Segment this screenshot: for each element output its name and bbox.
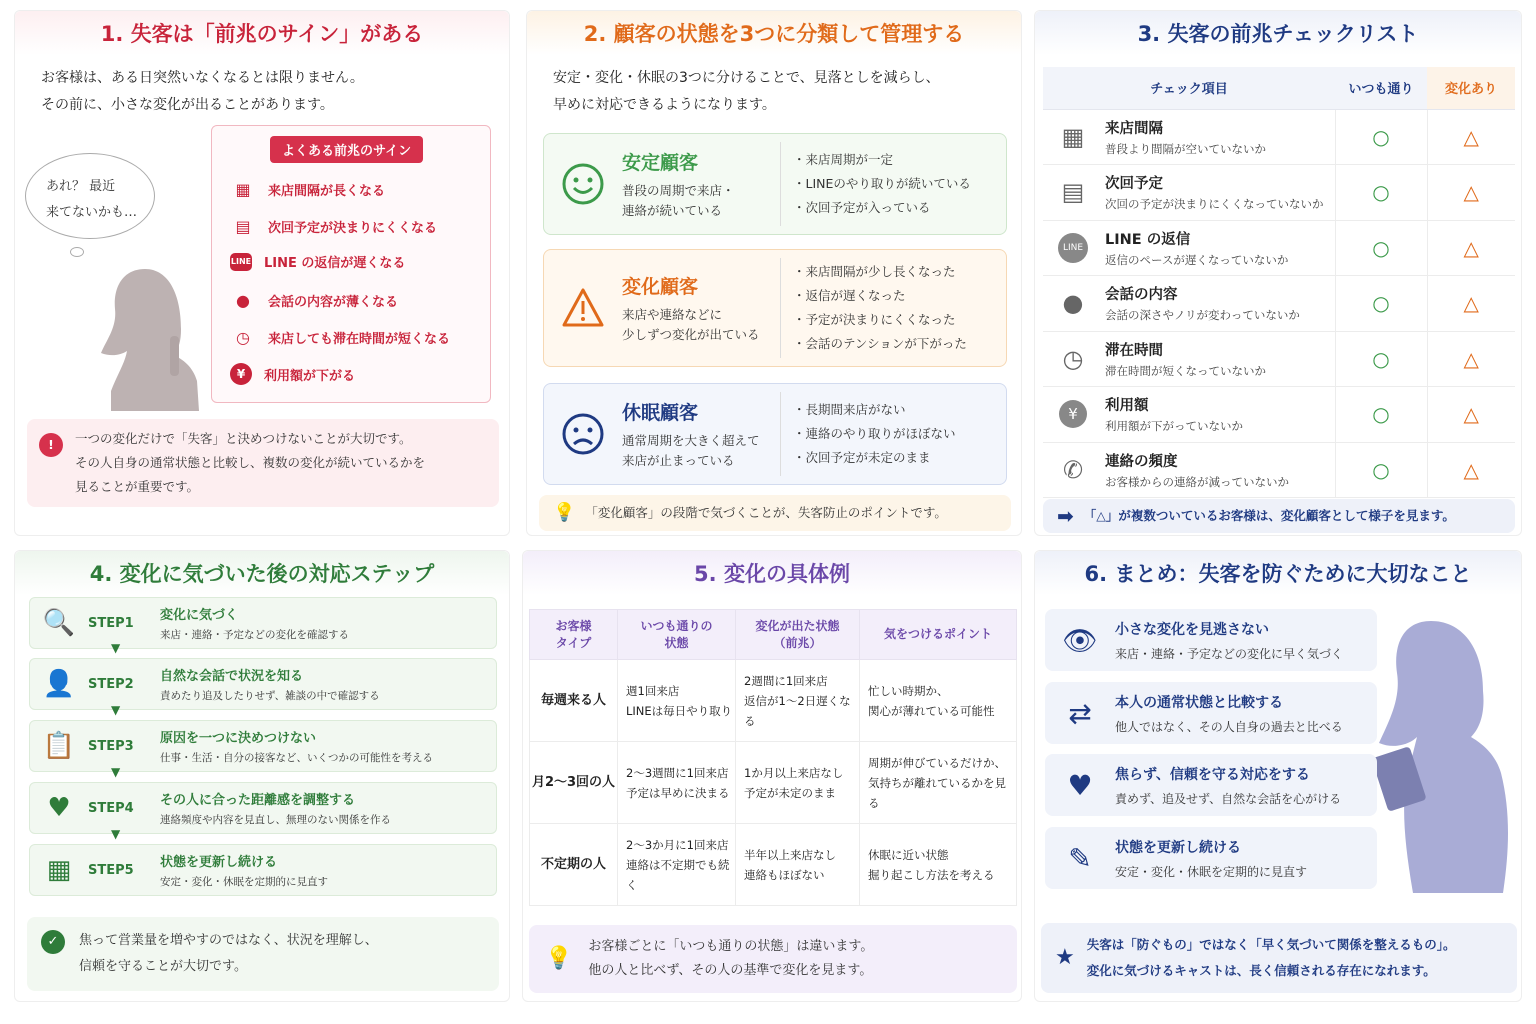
talk-icon: 👤 — [42, 669, 76, 699]
woman-silhouette-image — [90, 261, 200, 411]
table-row: ▤ 次回予定 次回の予定が決まりにくくなっていないか ○ △ — [1043, 165, 1515, 221]
column-header: 変化が出た状態 （前兆） — [736, 610, 860, 660]
advice-note: ✓ 焦って営業量を増やすのではなく、状況を理解し、 信頼を守ることが大切です。 — [27, 917, 499, 991]
category-points: ・長期間来店がない ・連絡のやり取りがほぼない ・次回予定が未定のまま — [780, 392, 956, 476]
table-row: ¥ 利用額 利用額が下がっていないか ○ △ — [1043, 387, 1515, 443]
intro-text: お客様は、ある日突然いなくなるとは限りません。 その前に、小さな変化が出ることがあります。 — [41, 70, 364, 113]
step-item: 👤 STEP2 自然な会話で状況を知る 責めたり追及したりせず、雑談の中で確認する — [29, 658, 497, 710]
change-mark: △ — [1427, 109, 1515, 165]
table-row: LINE LINE の返信 返信のペースが遅くなっていないか ○ △ — [1043, 220, 1515, 276]
change-mark: △ — [1427, 387, 1515, 443]
search-icon: 🔍 — [42, 608, 76, 638]
category-dormant: 休眠顧客 通常周期を大きく超えて 来店が止まっている ・長期間来店がない ・連絡のやり取りがほぼない ・次回予定が未定のまま — [543, 383, 1007, 485]
category-points: ・来店周期が一定 ・LINEのやり取りが続いている ・次回予定が入っている — [780, 142, 971, 226]
arrow-down-icon: ▼ — [111, 703, 121, 717]
column-header: 気をつけるポイント — [860, 610, 1017, 660]
table-row: ◷ 滞在時間 滞在時間が短くなっていないか ○ △ — [1043, 331, 1515, 387]
calendar-icon: ▦ — [1061, 122, 1085, 151]
clipboard-icon: ▤ — [1061, 178, 1085, 207]
panel-title: 3. 失客の前兆チェックリスト — [1035, 11, 1521, 55]
phone-icon: ✆ — [1062, 455, 1084, 484]
ok-mark: ○ — [1335, 165, 1427, 221]
summary-item: ⇄ 本人の通常状態と比較する 他人ではなく、その人自身の過去と比べる — [1045, 682, 1377, 744]
column-header: お客様 タイプ — [530, 610, 618, 660]
clock-icon: ◷ — [236, 327, 250, 347]
warning-icon — [561, 286, 605, 330]
category-name: 変化顧客 — [622, 275, 699, 298]
table-row: 不定期の人 2〜3か月に1回来店 連絡は不定期でも続く 半年以上来店なし 連絡もほぼない 休眠に近い状態 掘り起こし方法を考える — [530, 824, 1017, 906]
column-header: いつも通りの 状態 — [618, 610, 736, 660]
sign-item: ▦ 来店間隔が長くなる — [230, 178, 385, 200]
panel-change-examples — [522, 550, 1022, 1002]
sign-item: LINE LINE の返信が遅くなる — [230, 252, 405, 271]
arrow-down-icon: ▼ — [111, 641, 121, 655]
eye-icon: 👁 — [1062, 623, 1098, 657]
column-header: チェック項目 — [1043, 67, 1335, 109]
example-note: 💡 お客様ごとに「いつも通りの状態」は違います。 他の人と比べず、その人の基準で変化を見ます。 — [529, 925, 1017, 993]
table-row: ● 会話の内容 会話の深さやノリが変わっていないか ○ △ — [1043, 276, 1515, 332]
bubble-dot — [70, 247, 84, 257]
thought-bubble: あれ？ 最近 来てないかも… — [25, 153, 155, 239]
summary-item: 👁 小さな変化を見逃さない 来店・連絡・予定などの変化に早く気づく — [1045, 609, 1377, 671]
intro-text: 安定・変化・休眠の3つに分けることで、見落としを減らし、 早めに対応できるようになります。 — [553, 70, 940, 113]
examples-table — [529, 609, 1017, 906]
signs-box — [211, 125, 491, 403]
panel-checklist — [1034, 10, 1522, 536]
column-header: 変化あり — [1427, 67, 1515, 109]
panel-title: 6. まとめ：失客を防ぐために大切なこと — [1035, 551, 1521, 595]
table-row: 毎週来る人 週1回来店 LINEは毎日やり取り 2週間に1回来店 返信が1〜2日遅くなる 忙しい時期か、 関心が薄れている可能性 — [530, 660, 1017, 742]
clock-icon: ◷ — [1062, 344, 1084, 373]
woman-with-tablet-image — [1361, 611, 1511, 893]
chat-icon: ● — [236, 290, 250, 310]
category-points: ・来店間隔が少し長くなった ・返信が遅くなった ・予定が決まりにくくなった ・会話のテンションが下がった — [780, 258, 967, 358]
table-row: ✆ 連絡の頻度 お客様からの連絡が減っていないか ○ △ — [1043, 442, 1515, 498]
summary-note: ★ 失客は「防ぐもの」ではなく「早く気づいて関係を整えるもの」。 変化に気づけるキャストは、長く信頼される存在になれます。 — [1041, 923, 1517, 993]
clipboard-icon: ▤ — [235, 216, 251, 236]
panel-title: 5. 変化の具体例 — [523, 551, 1021, 595]
checklist-table — [1043, 67, 1515, 498]
compare-arrows-icon: ⇄ — [1068, 696, 1092, 730]
smile-icon — [561, 162, 605, 206]
change-mark: △ — [1427, 442, 1515, 498]
ok-mark: ○ — [1335, 109, 1427, 165]
change-mark: △ — [1427, 165, 1515, 221]
sign-item: ▤ 次回予定が決まりにくくなる — [230, 215, 437, 237]
yen-icon: ¥ — [1059, 400, 1087, 428]
step-item: 🔍 STEP1 変化に気づく 来店・連絡・予定などの変化を確認する — [29, 597, 497, 649]
step-item: ▦ STEP5 状態を更新し続ける 安定・変化・休眠を定期的に見直す — [29, 844, 497, 896]
calendar-icon: ▦ — [235, 179, 251, 199]
calendar-icon: ▦ — [46, 855, 72, 885]
caution-note: ! 一つの変化だけで「失客」と決めつけないことが大切です。 その人自身の通常状態と比較し、複数の変化が続いているかを 見ることが重要です。 — [27, 419, 499, 507]
sign-item: ¥ 利用額が下がる — [230, 363, 355, 385]
edit-note-icon: ✎ — [1068, 841, 1092, 875]
ok-mark: ○ — [1335, 220, 1427, 276]
lightbulb-icon: 💡 — [553, 502, 576, 523]
check-circle-icon: ✓ — [41, 930, 65, 954]
category-name: 休眠顧客 — [622, 401, 699, 424]
panel-title: 1. 失客は「前兆のサイン」がある — [15, 11, 509, 55]
summary-item: ✎ 状態を更新し続ける 安定・変化・休眠を定期的に見直す — [1045, 827, 1377, 889]
exclamation-icon: ! — [39, 433, 63, 457]
ok-mark: ○ — [1335, 276, 1427, 332]
step-item: 📋 STEP3 原因を一つに決めつけない 仕事・生活・自分の接客など、いくつかの可能性を考える — [29, 720, 497, 772]
heart-icon: ♥ — [47, 793, 71, 823]
change-mark: △ — [1427, 331, 1515, 387]
ok-mark: ○ — [1335, 442, 1427, 498]
change-mark: △ — [1427, 276, 1515, 332]
sign-item: ● 会話の内容が薄くなる — [230, 289, 398, 311]
yen-icon: ¥ — [230, 363, 252, 385]
arrow-down-icon: ▼ — [111, 827, 121, 841]
table-row: 月2〜3回の人 2〜3週間に1回来店 予定は早めに決まる 1か月以上来店なし 予定が未定のまま 周期が伸びているだけか、 気持ちが離れているかを見る — [530, 742, 1017, 824]
category-stable: 安定顧客 普段の周期で来店・ 連絡が続いている ・来店周期が一定 ・LINEのやり取りが続いている ・次回予定が入っている — [543, 133, 1007, 235]
lightbulb-icon: 💡 — [545, 946, 573, 971]
signs-tag: よくある前兆のサイン — [270, 136, 423, 163]
category-name: 安定顧客 — [622, 151, 699, 174]
checklist-icon: 📋 — [42, 731, 76, 761]
panel-warning-signs — [14, 10, 510, 536]
category-changing: 変化顧客 来店や連絡などに 少しずつ変化が出ている ・来店間隔が少し長くなった ・返信が遅くなった ・予定が決まりにくくなった ・会話のテンションが下がった — [543, 249, 1007, 367]
panel-customer-classification — [526, 10, 1022, 536]
step-item: ♥ STEP4 その人に合った距離感を調整する 連絡頻度や内容を見直し、無理のない関係を作る — [29, 782, 497, 834]
change-mark: △ — [1427, 220, 1515, 276]
checklist-note: ➡ 「△」が複数ついているお客様は、変化顧客として様子を見ます。 — [1043, 499, 1515, 533]
summary-item: ♥ 焦らず、信頼を守る対応をする 責めず、追及せず、自然な会話を心がける — [1045, 754, 1377, 816]
panel-title: 4. 変化に気づいた後の対応ステップ — [15, 551, 509, 595]
table-row: ▦ 来店間隔 普段より間隔が空いていないか ○ △ — [1043, 109, 1515, 165]
column-header: いつも通り — [1335, 67, 1427, 109]
chat-icon: ● — [1062, 289, 1084, 318]
sign-item: ◷ 来店しても滞在時間が短くなる — [230, 326, 450, 348]
arrow-down-icon: ▼ — [111, 765, 121, 779]
line-icon: LINE — [1058, 233, 1088, 263]
heart-hand-icon: ♥ — [1067, 768, 1093, 802]
panel-response-steps — [14, 550, 510, 1002]
star-icon: ★ — [1055, 945, 1075, 970]
arrow-right-icon: ➡ — [1057, 504, 1074, 528]
tip-note: 💡 「変化顧客」の段階で気づくことが、失客防止のポイントです。 — [539, 495, 1011, 531]
sad-face-icon — [561, 412, 605, 456]
panel-summary — [1034, 550, 1522, 1002]
panel-title: 2. 顧客の状態を3つに分類して管理する — [527, 11, 1021, 55]
ok-mark: ○ — [1335, 387, 1427, 443]
ok-mark: ○ — [1335, 331, 1427, 387]
line-icon: LINE — [230, 253, 252, 271]
